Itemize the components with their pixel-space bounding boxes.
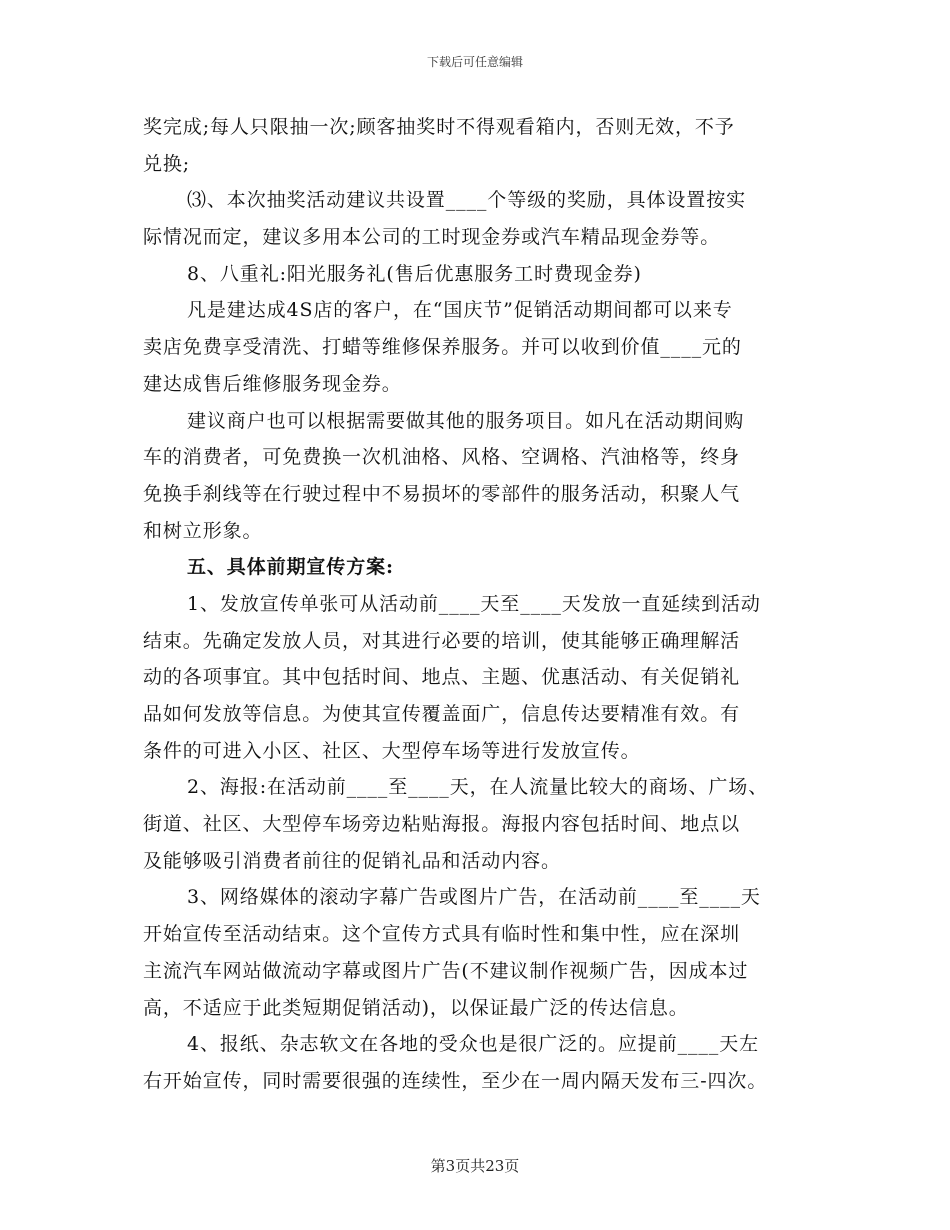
- paragraph-line: 奖完成;每人只限抽一次;顾客抽奖时不得观看箱内，否则无效，不予: [143, 116, 735, 138]
- paragraph-line: 3、网络媒体的滚动字幕广告或图片广告，在活动前____至____天: [187, 886, 761, 909]
- paragraph-line: 动的各项事宜。其中包括时间、地点、主题、优惠活动、有关促销礼: [143, 666, 741, 689]
- paragraph-line: ⑶、本次抽奖活动建议共设置____个等级的奖励，具体设置按实: [187, 189, 747, 212]
- paragraph-line: 主流汽车网站做流动字幕或图片广告(不建议制作视频广告，因成本过: [143, 959, 749, 982]
- paragraph-line: 际情况而定，建议多用本公司的工时现金券或汽车精品现金券等。: [143, 226, 721, 249]
- paragraph-line: 免换手刹线等在行驶过程中不易损坏的零部件的服务活动，积聚人气: [143, 482, 741, 505]
- paragraph-line: 品如何发放等信息。为使其宣传覆盖面广，信息传达要精准有效。有: [143, 703, 741, 725]
- paragraph-line: 兑换;: [143, 152, 191, 175]
- paragraph-line: 开始宣传至活动结束。这个宣传方式具有临时性和集中性，应在深圳: [143, 923, 741, 946]
- paragraph-line: 高，不适应于此类短期促销活动)，以保证最广泛的传达信息。: [143, 996, 689, 1019]
- paragraph-line: 4、报纸、杂志软文在各地的受众也是很广泛的。应提前____天左: [187, 1033, 759, 1056]
- paragraph-line: 8、八重礼:阳光服务礼(售后优惠服务工时费现金券): [187, 262, 642, 285]
- page-footer: 第3页共23页: [430, 1157, 520, 1175]
- paragraph-line: 凡是建达成4S店的客户，在“国庆节”促销活动期间都可以来专: [187, 299, 733, 322]
- paragraph-line: 条件的可进入小区、社区、大型停车场等进行发放宣传。: [143, 739, 641, 762]
- paragraph-line: 车的消费者，可免费换一次机油格、风格、空调格、汽油格等，终身: [143, 446, 741, 469]
- paragraph-line: 右开始宣传，同时需要很强的连续性，至少在一周内隔天发布三-四次。: [143, 1069, 768, 1092]
- paragraph-line: 建议商户也可以根据需要做其他的服务项目。如凡在活动期间购: [187, 409, 745, 432]
- paragraph-line: 1、发放宣传单张可从活动前____天至____天发放一直延续到活动: [187, 592, 761, 615]
- paragraph-line: 结束。先确定发放人员，对其进行必要的培训，使其能够正确理解活: [143, 629, 741, 652]
- paragraph-line: 2、海报:在活动前____至____天，在人流量比较大的商场、广场、: [187, 776, 769, 799]
- paragraph-line: 和树立形象。: [143, 519, 263, 542]
- section-heading: 五、具体前期宣传方案:: [187, 556, 394, 579]
- paragraph-line: 街道、社区、大型停车场旁边粘贴海报。海报内容包括时间、地点以: [143, 813, 741, 836]
- page-header: 下载后可任意编辑: [426, 55, 523, 69]
- document-body: [143, 109, 823, 1100]
- paragraph-line: 建达成售后维修服务现金券。: [143, 372, 402, 395]
- paragraph-line: 及能够吸引消费者前往的促销礼品和活动内容。: [143, 849, 561, 872]
- paragraph-line: 卖店免费享受清洗、打蜡等维修保养服务。并可以收到价值____元的: [143, 336, 742, 359]
